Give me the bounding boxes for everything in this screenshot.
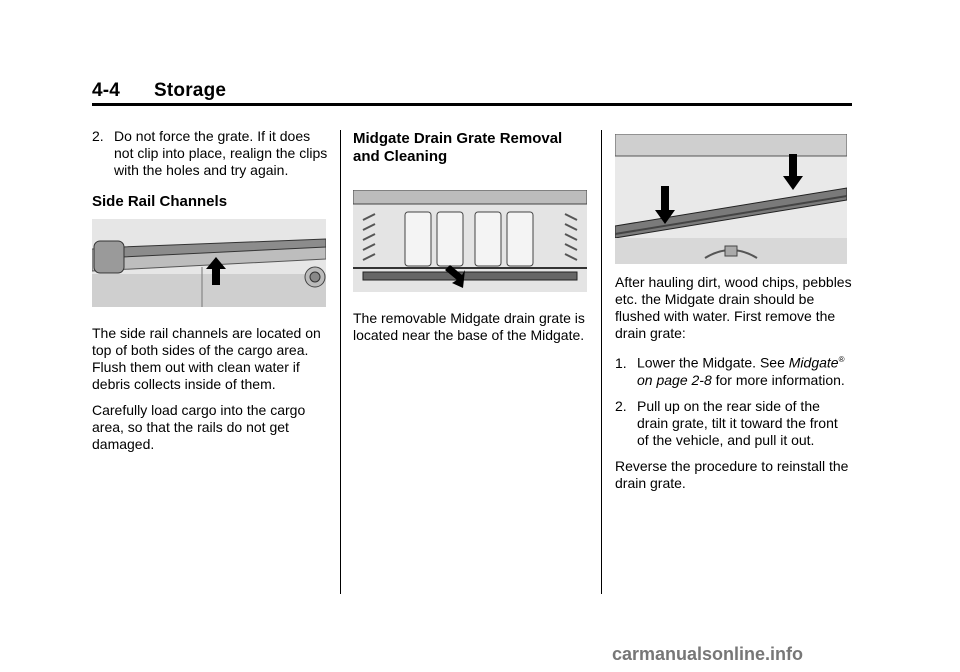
flush-para: After hauling dirt, wood chips, pebbles etc. the Midgate drain should be flushed with water. First remove the drain grate: bbox=[615, 274, 852, 341]
midgate-link[interactable]: Midgate bbox=[788, 354, 839, 371]
column-2 bbox=[353, 128, 591, 353]
midgate-drain-figure bbox=[615, 134, 847, 264]
midgate-para-1: The removable Midgate drain grate is located near the base of the Midgate. bbox=[353, 310, 585, 343]
side-rail-heading: Side Rail Channels bbox=[92, 193, 228, 210]
side-rail-para-2: Carefully load cargo into the cargo area, so that the rails do not get damaged. bbox=[92, 402, 306, 452]
column-1 bbox=[92, 128, 328, 462]
step-1: 1. Lower the Midgate. See Midgate® on page 2-8 for more information. bbox=[615, 354, 845, 388]
section-number: 4-4 bbox=[92, 80, 121, 101]
column-divider-1 bbox=[340, 130, 341, 594]
midgate-drain-heading: Midgate Drain Grate Removal and Cleaning bbox=[353, 130, 563, 165]
chapter-title: Storage bbox=[154, 80, 227, 101]
step-2: 2. Do not force the grate. If it does not clip into place, realign the clips with the holes and try again. bbox=[92, 128, 328, 178]
step-2-col3: 2. Pull up on the rear side of the drain grate, tilt it toward the front of the vehicle, and pull it out. bbox=[615, 397, 838, 448]
page-header bbox=[92, 80, 852, 102]
header-title bbox=[92, 80, 852, 102]
side-rail-para-1: The side rail channels are located on top of both sides of the cargo area. Flush them out with clean water if debris collects inside of them. bbox=[92, 325, 321, 392]
header-rule bbox=[92, 103, 852, 106]
column-divider-2 bbox=[601, 130, 602, 594]
midgate-grate-figure bbox=[353, 190, 587, 292]
reinstall-para: Reverse the procedure to reinstall the drain grate. bbox=[615, 457, 849, 491]
column-3 bbox=[615, 128, 853, 501]
page-ref: on page 2-8 bbox=[637, 371, 712, 388]
side-rail-figure bbox=[92, 219, 326, 307]
watermark: carmanualsonline.info bbox=[612, 644, 804, 664]
